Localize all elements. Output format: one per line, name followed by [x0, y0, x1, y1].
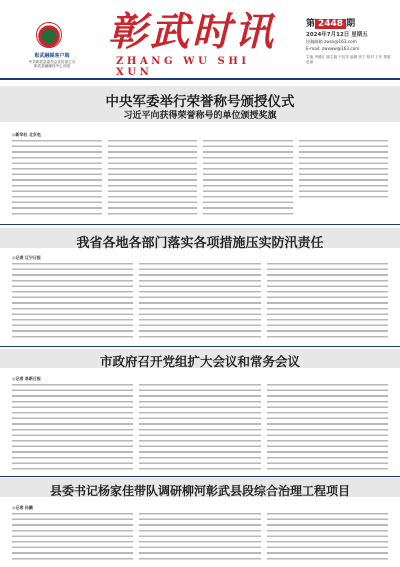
newspaper-title: 彰武时讯 [108, 9, 277, 55]
article-2-body [12, 263, 388, 341]
masthead [0, 0, 400, 76]
issue-suffix: 期 [346, 19, 356, 29]
submission-email: 投稿邮箱 zwsx@163.com [306, 39, 357, 44]
masthead-rule [0, 78, 400, 80]
article-4-author: ◎记者 孙鹏 [12, 505, 33, 510]
brand-name: 彰武融媒客户端 [34, 53, 70, 59]
divider-1 [0, 224, 400, 225]
article-1-author: ◎新华社 北京电 [12, 132, 41, 137]
article-2-col-3 [267, 263, 388, 341]
article-3-author: ◎记者 阜新日报 [12, 376, 41, 381]
article-1-col-2 [108, 140, 198, 218]
newspaper-title-en: ZHANG WU SHI XUN [116, 56, 250, 78]
article-1-col-3 [203, 140, 293, 218]
article-2-col-1 [12, 263, 133, 341]
article-2-headline: 我省各地各部门落实各项措施压实防汛责任 [76, 236, 324, 251]
article-4-col-2 [139, 513, 260, 563]
brand-subtitle [16, 60, 88, 69]
editor-list: 主编 李德红 副主编 于桂英 编辑 张宁 校对 王东 排版 赵丽 [306, 55, 391, 64]
article-1-body [12, 140, 388, 218]
issue-prefix: 第 [306, 19, 316, 29]
article-1-subhead: 习近平向获得荣誉称号的单位颁授奖旗 [123, 111, 277, 121]
brand-subtitle-2: 彰武县融媒体中心出版 [34, 64, 70, 69]
article-3-body [12, 384, 388, 472]
issue-number [306, 16, 355, 29]
article-4-col-3 [267, 513, 388, 563]
article-1-col-4 [299, 140, 389, 200]
contact-email: E-mail: zwxww@163.com [306, 46, 360, 51]
article-1-headline: 中央军委举行荣誉称号颁授仪式 [105, 94, 295, 110]
article-3-headline: 市政府召开党组扩大会议和常务会议 [99, 354, 300, 369]
issue-number-value: 2448 [315, 19, 346, 29]
article-3-col-2 [139, 384, 260, 472]
article-4-body [12, 513, 388, 563]
article-1-col-1 [12, 140, 102, 218]
brand-subtitle-1: 中共彰武县委员会宣传部主办 [28, 60, 76, 64]
divider-3 [0, 476, 400, 477]
brand-logo-icon [36, 22, 62, 48]
article-4-headline: 县委书记杨家佳带队调研柳河彰武县段综合治理工程项目 [49, 484, 350, 498]
article-3-col-3 [267, 384, 388, 472]
divider-2 [0, 346, 400, 347]
article-3-col-1 [12, 384, 133, 472]
article-2-col-2 [139, 263, 260, 341]
article-4-col-1 [12, 513, 133, 563]
article-2-author: ◎记者 辽宁日报 [12, 255, 41, 260]
issue-date: 2024年7月12日 星期五 [306, 32, 368, 38]
